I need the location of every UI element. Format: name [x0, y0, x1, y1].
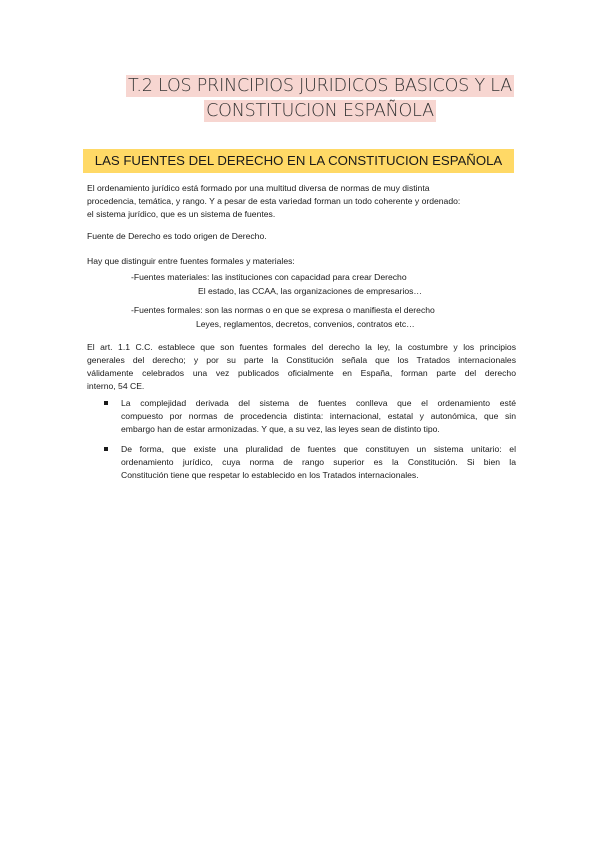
- article-line: El art. 1.1 C.C. establece que son fuentes formales del derecho la ley, la costumbre y los principios: [87, 342, 516, 352]
- bullet-line: De forma, que existe una pluralidad de fuentes que constituyen un sistema unitario: el: [121, 444, 516, 454]
- intro-line: procedencia, temática, y rango. Y a pesar de esta variedad forman un todo coherente y ordenado:: [87, 196, 461, 206]
- bullet-line: ordenamiento jurídico, cuya norma de rango superior es la Constitución. Si bien la: [121, 457, 516, 467]
- square-bullet-icon: [104, 447, 108, 451]
- article-line: generales del derecho; y por su parte la Constitución señala que los Tratados internacionales: [87, 355, 516, 365]
- section-heading: LAS FUENTES DEL DERECHO EN LA CONSTITUCION ESPAÑOLA: [83, 149, 514, 173]
- fuentes-materiales-label: -Fuentes materiales: las instituciones con capacidad para crear Derecho: [131, 272, 407, 282]
- bullet-line: La complejidad derivada del sistema de fuentes conlleva que el ordenamiento esté: [121, 398, 516, 408]
- fuentes-formales-label: -Fuentes formales: son las normas o en que se expresa o manifiesta el derecho: [131, 305, 435, 315]
- fuente-definition-text: Fuente de Derecho es todo origen de Derecho.: [87, 231, 267, 241]
- bullet-line: embargo han de estar armonizadas. Y que, a su vez, las leyes sean de distinto tipo.: [121, 424, 440, 434]
- bullet-item: [104, 443, 516, 482]
- article-line: interno, 54 CE.: [87, 381, 145, 391]
- title-line-1: T.2 LOS PRINCIPIOS JURIDICOS BASICOS Y LA: [127, 76, 513, 96]
- distinguish-text: Hay que distinguir entre fuentes formales y materiales:: [87, 256, 295, 266]
- article-line: válidamente celebrados una vez publicados oficialmente en España, forman parte del derecho: [87, 368, 516, 378]
- intro-line: el sistema jurídico, que es un sistema de fuentes.: [87, 209, 276, 219]
- distinguish-paragraph: [87, 255, 519, 268]
- article-paragraph: [87, 341, 516, 393]
- fuente-definition-paragraph: [87, 230, 519, 243]
- intro-line: El ordenamiento jurídico está formado por una multitud diversa de normas de muy distinta: [87, 183, 430, 193]
- bullet-line: compuesto por normas de procedencia distinta: internacional, estatal y autonómica, que sin: [121, 411, 516, 421]
- bullet-item: [104, 397, 516, 436]
- bullet-line: Constitución tiene que respetar lo establecido en los Tratados internacionales.: [121, 470, 419, 480]
- bullet-list: [104, 397, 516, 489]
- page-title: [120, 74, 520, 124]
- fuentes-materiales-examples: El estado, las CCAA, las organizaciones de empresarios…: [198, 286, 423, 296]
- fuentes-formales-examples: Leyes, reglamentos, decretos, convenios, contratos etc…: [196, 319, 415, 329]
- intro-paragraph: [87, 182, 519, 221]
- square-bullet-icon: [104, 401, 108, 405]
- title-line-2: CONSTITUCION ESPAÑOLA: [206, 101, 434, 121]
